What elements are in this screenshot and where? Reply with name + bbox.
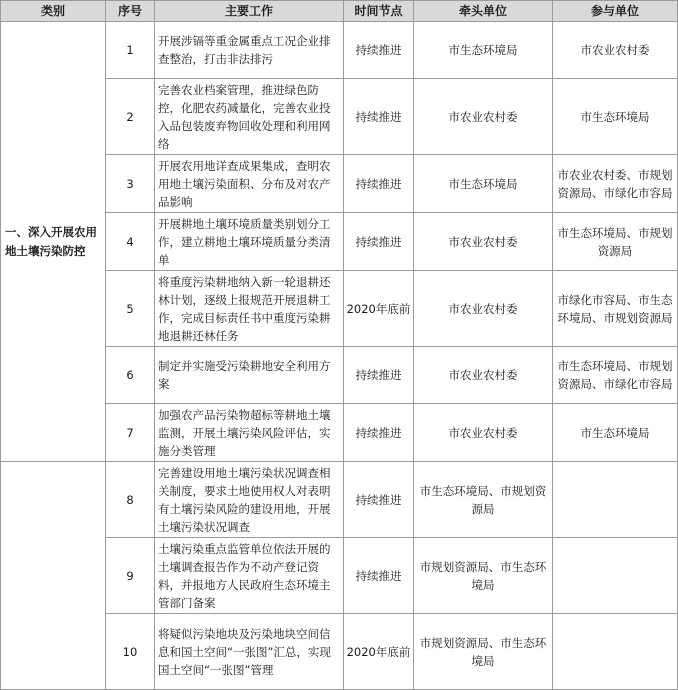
lead-unit: 市农业农村委 <box>414 404 553 462</box>
main-work: 完善建设用地土壤污染状况调查相关制度，要求土地使用权人对表明有土壤污染风险的建设用地，开展土壤污染状况调查 <box>155 462 344 538</box>
row-number: 9 <box>106 538 155 614</box>
participating-units: 市生态环境局 <box>553 79 678 155</box>
category-cell-empty <box>1 462 106 690</box>
time-node: 持续推进 <box>344 538 414 614</box>
row-number: 1 <box>106 22 155 79</box>
participating-units <box>553 538 678 614</box>
lead-unit: 市农业农村委 <box>414 347 553 404</box>
row-number: 8 <box>106 462 155 538</box>
row-number: 7 <box>106 404 155 462</box>
row-number: 4 <box>106 213 155 271</box>
time-node: 持续推进 <box>344 462 414 538</box>
time-node: 持续推进 <box>344 213 414 271</box>
main-work: 将疑似污染地块及污染地块空间信息和国土空间“一张图”汇总，实现国土空间“一张图”管理 <box>155 614 344 690</box>
time-node: 2020年底前 <box>344 271 414 347</box>
time-node: 持续推进 <box>344 79 414 155</box>
lead-unit: 市农业农村委 <box>414 271 553 347</box>
lead-unit: 市农业农村委 <box>414 79 553 155</box>
table-row <box>1 462 678 538</box>
row-number: 2 <box>106 79 155 155</box>
table-row <box>1 22 678 79</box>
header-lead-unit: 牵头单位 <box>414 1 553 22</box>
time-node: 持续推进 <box>344 404 414 462</box>
main-work: 制定并实施受污染耕地安全利用方案 <box>155 347 344 404</box>
participating-units: 市农业农村委、市规划资源局、市绿化市容局 <box>553 155 678 213</box>
lead-unit: 市生态环境局 <box>414 22 553 79</box>
participating-units: 市生态环境局、市规划资源局、市绿化市容局 <box>553 347 678 404</box>
main-work: 加强农产品污染物超标等耕地土壤监测，开展土壤污染风险评估，实施分类管理 <box>155 404 344 462</box>
time-node: 持续推进 <box>344 22 414 79</box>
header-time-node: 时间节点 <box>344 1 414 22</box>
main-work: 开展涉镉等重金属重点工况企业排查整治，打击非法排污 <box>155 22 344 79</box>
time-node: 持续推进 <box>344 347 414 404</box>
main-work: 完善农业档案管理，推进绿色防控，化肥农药减量化，完善农业投入品包装废弃物回收处理和利用网络 <box>155 79 344 155</box>
main-work: 开展农用地详查成果集成，查明农用地土壤污染面积、分布及对农产品影响 <box>155 155 344 213</box>
lead-unit: 市规划资源局、市生态环境局 <box>414 538 553 614</box>
participating-units: 市绿化市容局、市生态环境局、市规划资源局 <box>553 271 678 347</box>
participating-units: 市农业农村委 <box>553 22 678 79</box>
lead-unit: 市生态环境局 <box>414 155 553 213</box>
time-node: 2020年底前 <box>344 614 414 690</box>
lead-unit: 市规划资源局、市生态环境局 <box>414 614 553 690</box>
row-number: 3 <box>106 155 155 213</box>
participating-units <box>553 462 678 538</box>
header-main-work: 主要工作 <box>155 1 344 22</box>
row-number: 6 <box>106 347 155 404</box>
main-work: 土壤污染重点监管单位依法开展的土壤调查报告作为不动产登记资料，并报地方人民政府生态环境主管部门备案 <box>155 538 344 614</box>
category-cell: 一、深入开展农用地土壤污染防控 <box>1 22 106 462</box>
time-node: 持续推进 <box>344 155 414 213</box>
participating-units <box>553 614 678 690</box>
participating-units: 市生态环境局、市规划资源局 <box>553 213 678 271</box>
header-participating-units: 参与单位 <box>553 1 678 22</box>
header-category: 类别 <box>1 1 106 22</box>
lead-unit: 市农业农村委 <box>414 213 553 271</box>
main-work: 将重度污染耕地纳入新一轮退耕还林计划，逐级上报规范开展退耕工作，完成目标责任书中重度污染耕地退耕还林任务 <box>155 271 344 347</box>
participating-units: 市生态环境局 <box>553 404 678 462</box>
header-number: 序号 <box>106 1 155 22</box>
row-number: 5 <box>106 271 155 347</box>
main-work: 开展耕地土壤环境质量类别划分工作，建立耕地土壤环境质量分类清单 <box>155 213 344 271</box>
row-number: 10 <box>106 614 155 690</box>
lead-unit: 市生态环境局、市规划资源局 <box>414 462 553 538</box>
header-row <box>1 1 678 22</box>
